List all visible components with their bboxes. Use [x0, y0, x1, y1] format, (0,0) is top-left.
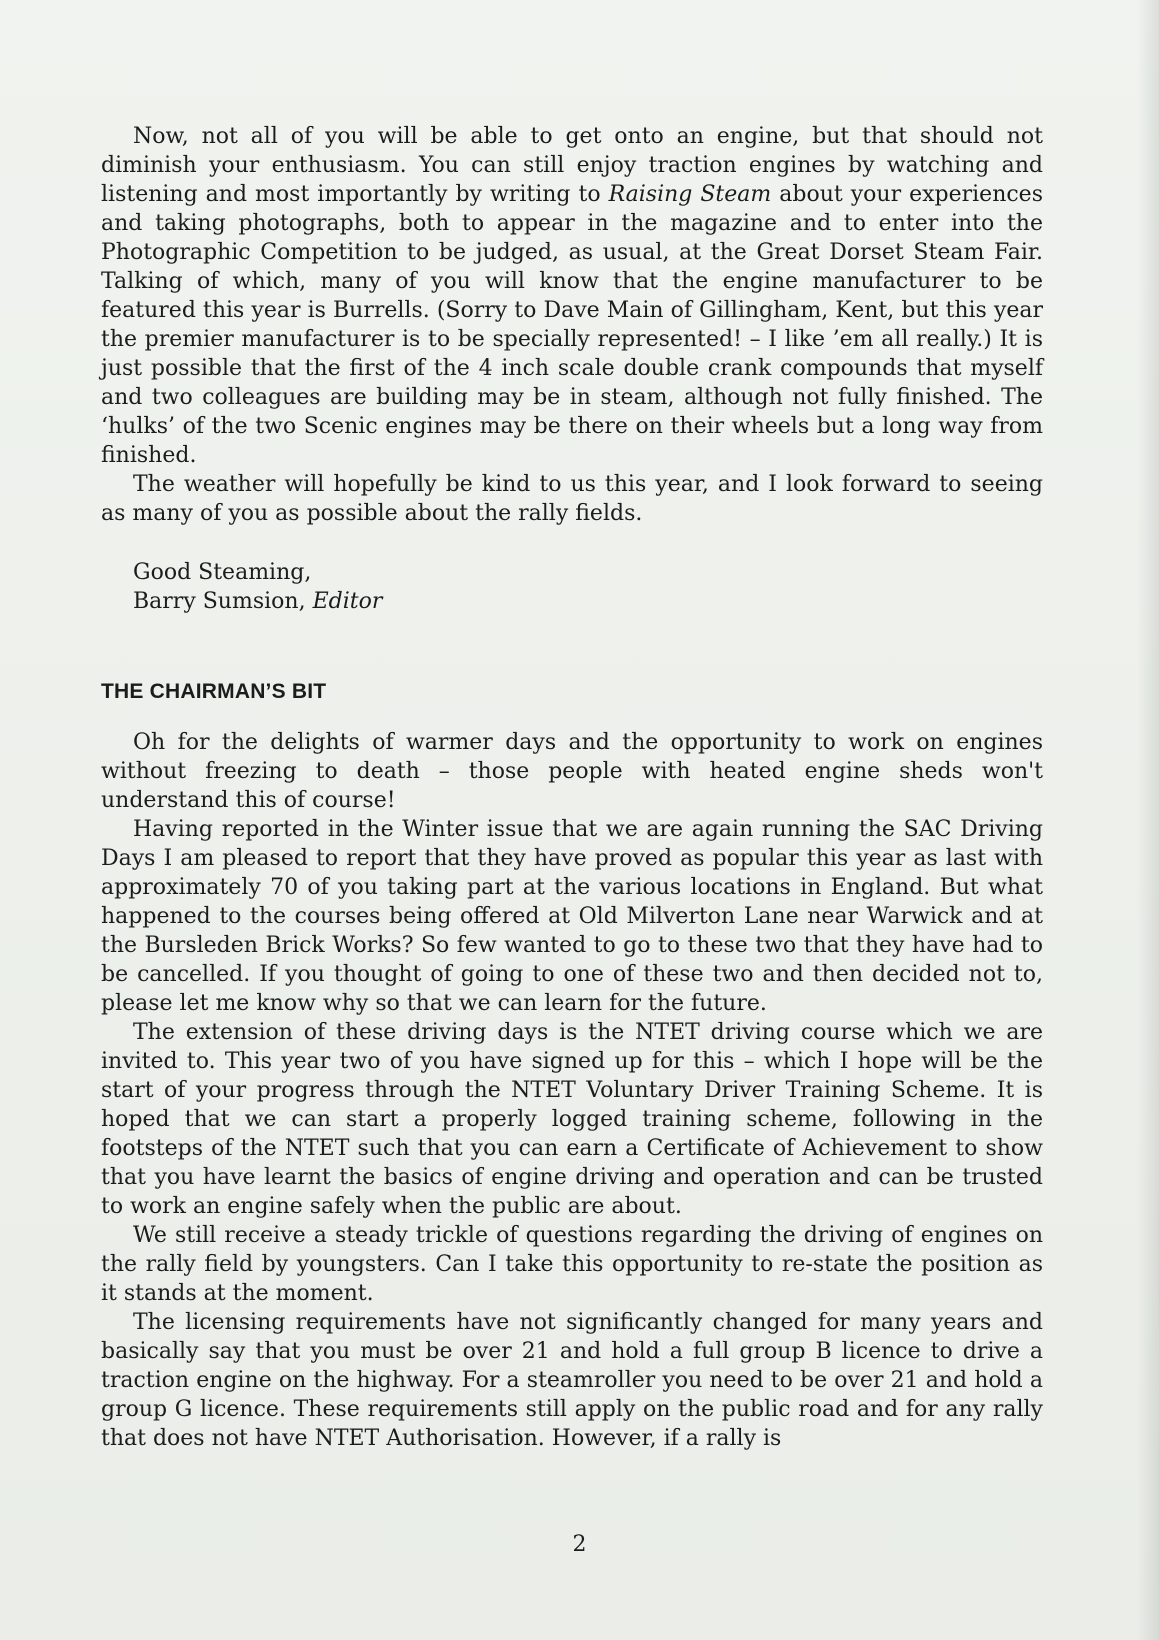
chairman-paragraph-5: The licensing requirements have not significantly changed for many years and basically say that you must be over 21 and hold a full group B licence to drive a traction engine on the highway. For a steamroller you need to be over 21 and hold a group G licence. These requirements still apply on the public road and for any rally that does not have NTET Authorisation. However, if a rally is — [101, 1310, 1043, 1451]
page-number: 2 — [572, 1532, 587, 1557]
intro-paragraph-1: Now, not all of you will be able to get onto an engine, but that should not diminish your enthusiasm. You can still enjoy traction engines by watching and listening and most importantly by writing to Raising Steam about your experiences and taking photographs, both to appear in the magazine and to enter into the Photographic Competition to be judged, as usual, at the Great Dorset Steam Fair. Talking of which, many of you will know that the engine manufacturer to be featured this year is Burrells. (Sorry to Dave Main of Gillingham, Kent, but this year the premier manufacturer is to be specially represented! – I like ’em all really.) It is just possible that the first of the 4 inch scale double crank compounds that myself and two colleagues are building may be in steam, although not fully finished. The ‘hulks’ of the two Scenic engines may be there on their wheels but a long way from finished. — [101, 124, 1043, 468]
section-heading: THE CHAIRMAN’S BIT — [101, 680, 327, 703]
chairman-paragraph-2: Having reported in the Winter issue that we are again running the SAC Driving Days I am pleased to report that they have proved as popular this year as last with approximately 70 of you taking part at the various locations in England. But what happened to the courses being offered at Old Milverton Lane near Warwick and at the Bursleden Brick Works? So few wanted to go to these two that they have had to be cancelled. If you thought of going to one of these two and then decided not to, please let me know why so that we can learn for the future. — [101, 817, 1043, 1016]
chairman-paragraph-1: Oh for the delights of warmer days and the opportunity to work on engines without freezing to death – those people with heated engine sheds won't understand this of course! — [101, 730, 1043, 813]
signoff-name: Barry Sumsion, Editor — [133, 589, 383, 614]
intro-paragraph-2: The weather will hopefully be kind to us this year, and I look forward to seeing as many of you as possible about the rally fields. — [101, 472, 1043, 526]
signoff-greeting: Good Steaming, — [133, 560, 312, 585]
chairman-paragraph-4: We still receive a steady trickle of questions regarding the driving of engines on the rally field by youngsters. Can I take this opportunity to re-state the position as it stands at the moment. — [101, 1223, 1043, 1306]
chairman-paragraph-3: The extension of these driving days is the NTET driving course which we are invited to. This year two of you have signed up for this – which I hope will be the start of your progress through the NTET Voluntary Driver Training Scheme. It is hoped that we can start a properly logged training scheme, following in the footsteps of the NTET such that you can earn a Certificate of Achievement to show that you have learnt the basics of engine driving and operation and can be trusted to work an engine safely when the public are about. — [101, 1020, 1043, 1219]
signoff-role: Editor — [312, 589, 383, 614]
text-column — [101, 122, 1043, 1453]
magazine-title: Raising Steam — [608, 182, 772, 207]
page-edge-shadow — [1137, 0, 1159, 1640]
signoff — [101, 558, 1043, 616]
